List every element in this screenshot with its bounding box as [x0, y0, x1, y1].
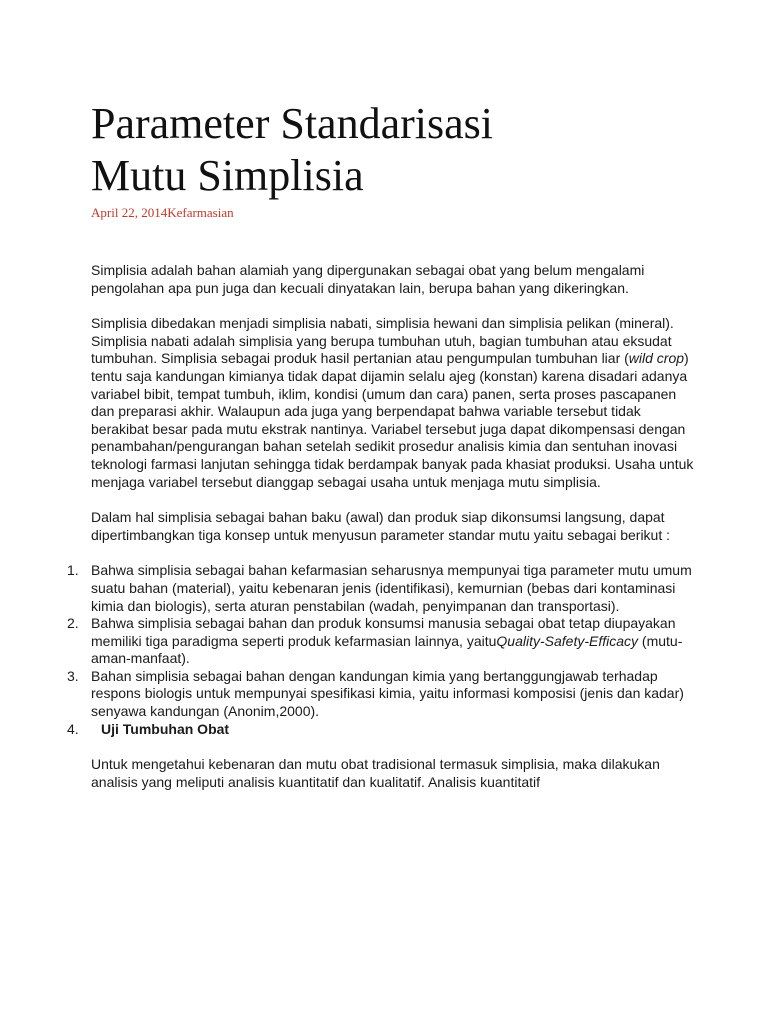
post-date[interactable]: April 22, 2014: [91, 205, 168, 220]
title-line-2: Mutu Simplisia: [91, 151, 364, 200]
list-number: 2.: [67, 615, 79, 632]
list-item: [67, 667, 701, 721]
list-number: 3.: [67, 667, 79, 684]
wild-crop-term: wild crop: [628, 350, 685, 367]
concept-list: [67, 562, 701, 738]
list-item-text: Bahwa simplisia sebagai bahan dan produk konsumsi manusia sebagai obat tetap diupayakan memiliki tiga paradigma seperti produk kefarmasian lainnya, yaitu: [91, 615, 676, 649]
paragraph-types: [91, 315, 701, 491]
quality-safety-efficacy-term: Quality-Safety-Efficacy: [496, 632, 639, 649]
article-meta: [91, 205, 234, 221]
list-item-text-end: (mutu-aman-manfaat).: [91, 632, 683, 667]
post-category[interactable]: Kefarmasian: [167, 205, 234, 220]
paragraph-concepts: Dalam hal simplisia sebagai bahan baku (awal) dan produk siap dikonsumsi langsung, dapat dipertimbangkan tiga konsep untuk menyusun parameter standar mutu yaitu sebagai berikut :: [91, 509, 671, 543]
list-item-text: Bahwa simplisia sebagai bahan kefarmasian seharusnya mempunyai tiga parameter mutu umum suatu bahan (material), yaitu kebenaran jenis (identifikasi), kemurnian (bebas dari kontaminasi kimia dan biologis), serta aturan penstabilan (wadah, penyimpanan dan transportasi).: [91, 562, 692, 614]
article-body: [67, 262, 701, 809]
title-line-1: Parameter Standarisasi: [91, 99, 493, 148]
paragraph-types-part-b: ) tentu saja kandungan kimianya tidak dapat dijamin selalu ajeg (konstan) karena disadari adanya variabel bibit, tempat tumbuh, iklim, kondisi (umum dan cara) panen, serta proses pascapanen dan preparasi akhir. Walaupun ada juga yang berpendapat bahwa variable tersebut tidak berakibat besar pada mutu ekstrak nantinya. Variabel tersebut juga dapat dikompensasi dengan penambahan/pengurangan bahan setelah sedikit prosedur analisis kimia dan sentuhan inovasi teknologi farmasi lanjutan sehingga tidak berdampak banyak pada khasiat produksi. Usaha untuk menjaga variabel tersebut dianggap sebagai usaha untuk menjaga mutu simplisia.: [91, 350, 694, 490]
paragraph-analysis: Untuk mengetahui kebenaran dan mutu obat tradisional termasuk simplisia, maka dilakukan analisis yang meliputi analisis kuantitatif dan kualitatif. Analisis kuantitatif: [91, 756, 660, 790]
list-item: [67, 615, 701, 668]
list-number: 1.: [67, 562, 79, 579]
paragraph-intro: Simplisia adalah bahan alamiah yang dipergunakan sebagai obat yang belum mengalami pengolahan apa pun juga dan kecuali dinyatakan lain, berupa bahan yang dikeringkan.: [91, 262, 645, 296]
list-item-heading: [67, 720, 701, 739]
list-item-text: Bahan simplisia sebagai bahan dengan kandungan kimia yang bertanggungjawab terhadap respons biologis untuk mempunyai spesifikasi kimia, yaitu informasi komposisi (jenis dan kadar) senyawa kandungan (Anonim,2000).: [91, 667, 684, 720]
paragraph-types-part-a: Simplisia dibedakan menjadi simplisia nabati, simplisia hewani dan simplisia pelikan (mineral). Simplisia nabati adalah simplisia yang berupa tumbuhan utuh, bagian tumbuhan atau eksudat tumbuhan. Simplisia sebagai produk hasil pertanian atau pengumpulan tumbuhan liar (: [91, 315, 674, 367]
list-item: [67, 562, 701, 615]
article-title: [91, 98, 493, 202]
section-heading: Uji Tumbuhan Obat: [101, 720, 230, 737]
list-number: 4.: [67, 720, 79, 737]
